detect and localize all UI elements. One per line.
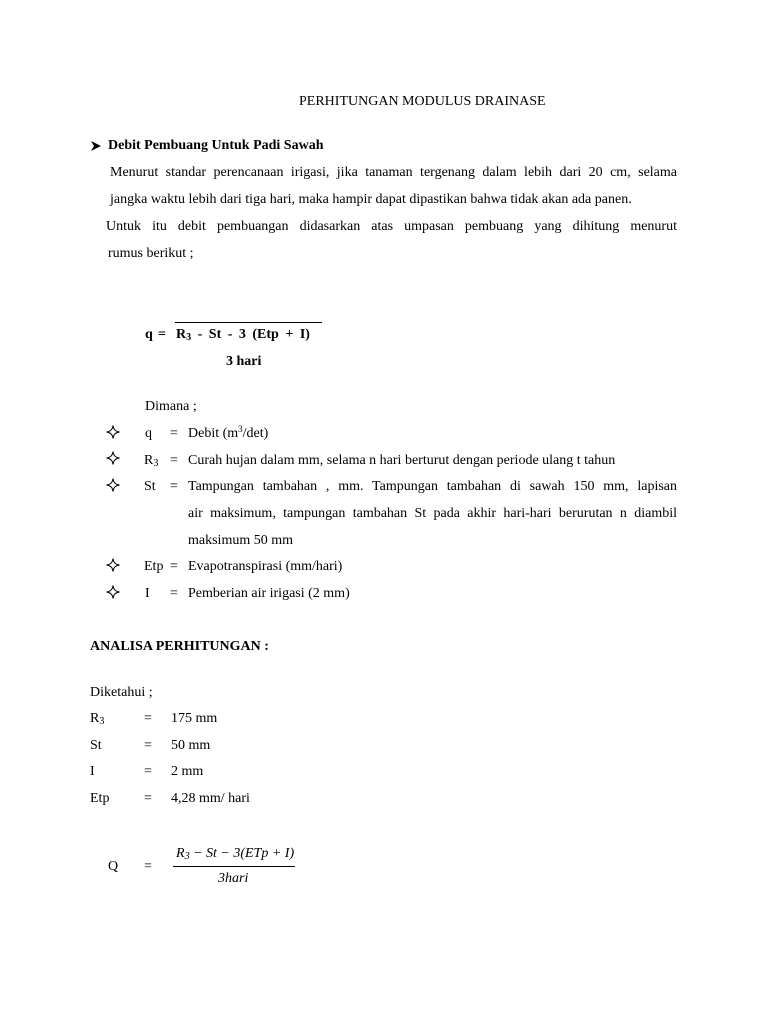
known-equals: = — [144, 764, 152, 779]
known-symbol: Etp — [90, 791, 110, 806]
formula2-equals: = — [144, 859, 152, 874]
where-equals: = — [170, 586, 178, 601]
formula-equals: = — [158, 327, 166, 342]
formula2-fraction-line — [173, 866, 295, 867]
where-desc: Debit $(m^3/\det)$ — [188, 424, 269, 441]
formula-denominator: 3 hari — [226, 354, 262, 369]
where-symbol: I — [145, 586, 150, 601]
where-equals: = — [170, 453, 178, 468]
known-symbol: $R_3$ — [90, 711, 105, 727]
known-symbol: I — [90, 764, 95, 779]
where-symbol: Etp — [144, 559, 164, 574]
known-value: 50 mm — [171, 738, 211, 753]
diamond-bullet-icon — [106, 451, 120, 465]
paragraph-line: Untuk itu debit pembuangan didasarkan atas umpasan pembuang yang dihitung menurut — [106, 219, 677, 234]
where-label: Dimana ; — [145, 399, 197, 414]
formula2-denominator: 3hari — [218, 871, 249, 886]
where-desc-continued: air maksimum, tampungan tambahan St pada akhir hari-hari berurutan n diambil — [188, 506, 677, 521]
formula-numerator: $R_3$ - St - 3 (Etp + I) — [176, 327, 310, 343]
diamond-bullet-icon — [106, 558, 120, 572]
where-equals: = — [170, 426, 178, 441]
paragraph-line: rumus berikut ; — [108, 246, 194, 261]
where-desc: Evapotranspirasi (mm/hari) — [188, 559, 343, 574]
where-symbol: St — [144, 479, 156, 494]
formula-lhs: q — [145, 327, 153, 342]
where-symbol: $R_3$ — [144, 453, 159, 469]
where-desc: Pemberian air irigasi (2 mm) — [188, 586, 350, 601]
where-desc: Curah hujan dalam mm, selama n hari berturut dengan periode ulang t tahun — [188, 453, 616, 468]
section-heading-debit: Debit Pembuang Untuk Padi Sawah — [108, 138, 324, 153]
where-desc-continued: maksimum 50 mm — [188, 533, 293, 548]
diamond-bullet-icon — [106, 478, 120, 492]
diamond-bullet-icon — [106, 585, 120, 599]
paragraph-line: jangka waktu lebih dari tiga hari, maka hampir dapat dipastikan bahwa tidak akan ada panen. — [110, 192, 632, 207]
known-label: Diketahui ; — [90, 685, 153, 700]
where-desc: Tampungan tambahan , mm. Tampungan tambahan di sawah 150 mm, lapisan — [188, 479, 677, 494]
formula2-lhs: Q — [108, 859, 119, 874]
page-title: PERHITUNGAN MODULUS DRAINASE — [299, 94, 546, 109]
known-value: 4,28 mm/ hari — [171, 791, 250, 806]
known-value: 2 mm — [171, 764, 204, 779]
diamond-bullet-icon — [106, 425, 120, 439]
known-symbol: St — [90, 738, 102, 753]
formula2-numerator: $R_3 - St - 3(ETp + I)$ — [176, 846, 295, 862]
analysis-heading: ANALISA PERHITUNGAN : — [90, 639, 269, 654]
arrow-bullet-icon — [90, 140, 102, 152]
known-value: 175 mm — [171, 711, 218, 726]
where-equals: = — [170, 559, 178, 574]
known-equals: = — [144, 711, 152, 726]
where-symbol: q — [145, 426, 152, 441]
where-equals: = — [170, 479, 178, 494]
known-equals: = — [144, 738, 152, 753]
known-equals: = — [144, 791, 152, 806]
paragraph-line: Menurut standar perencanaan irigasi, jika tanaman tergenang dalam lebih dari 20 cm, selama — [110, 165, 677, 180]
formula-overline — [175, 322, 322, 323]
